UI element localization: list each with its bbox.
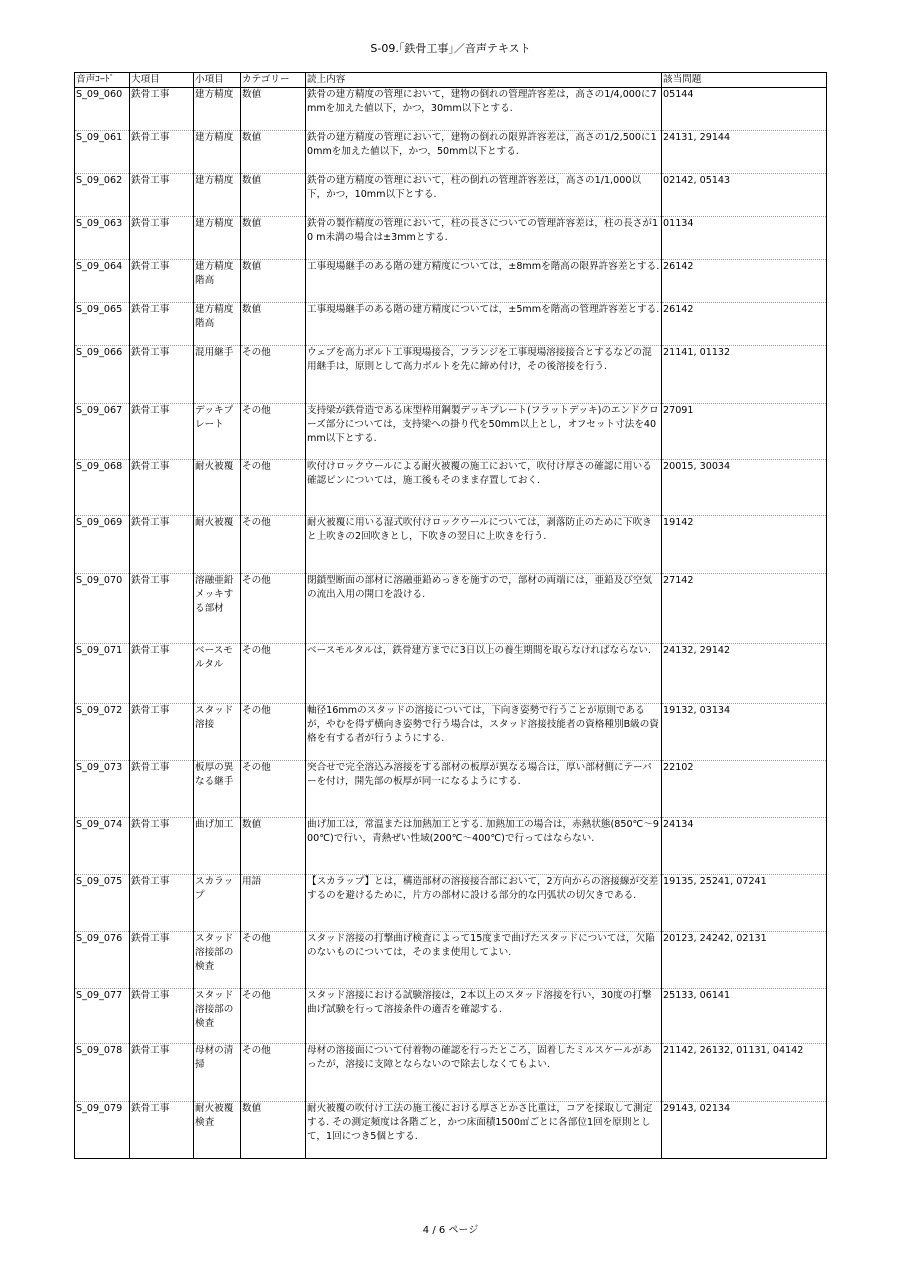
table-row	[75, 460, 827, 516]
category-cell: その他	[241, 574, 306, 644]
ref-cell: 22102	[662, 761, 827, 818]
column-header-minor: 小項目	[194, 73, 241, 88]
code-cell: S_09_060	[75, 88, 130, 131]
category-cell: 数値	[241, 174, 306, 217]
minor-cell: 耐火被覆	[194, 516, 241, 574]
text-cell: 工事現場継手のある階の建方精度については，±5mmを階高の管理許容差とする.	[306, 303, 662, 346]
minor-cell: 耐火被覆検査	[194, 1102, 241, 1159]
column-header-major: 大項目	[130, 73, 194, 88]
text-cell: 鉄骨の建方精度の管理において，建物の倒れの限界許容差は，高さの1/2,500に10mmを加えた値以下，かつ，50mm以下とする.	[306, 131, 662, 174]
major-cell: 鉄骨工事	[130, 131, 194, 174]
code-cell: S_09_077	[75, 989, 130, 1044]
table-row	[75, 260, 827, 303]
code-cell: S_09_067	[75, 404, 130, 460]
category-cell: その他	[241, 346, 306, 404]
minor-cell: 母材の清掃	[194, 1044, 241, 1102]
category-cell: その他	[241, 516, 306, 574]
category-cell: その他	[241, 704, 306, 761]
major-cell: 鉄骨工事	[130, 88, 194, 131]
table-row	[75, 1044, 827, 1102]
major-cell: 鉄骨工事	[130, 1102, 194, 1159]
ref-cell: 20123, 24242, 02131	[662, 932, 827, 989]
code-cell: S_09_074	[75, 818, 130, 875]
category-cell: 数値	[241, 303, 306, 346]
ref-cell: 24134	[662, 818, 827, 875]
major-cell: 鉄骨工事	[130, 346, 194, 404]
table-row	[75, 303, 827, 346]
ref-cell: 25133, 06141	[662, 989, 827, 1044]
minor-cell: 建方精度階高	[194, 260, 241, 303]
minor-cell: スカラップ	[194, 875, 241, 932]
text-cell: 鉄骨の建方精度の管理において，柱の倒れの管理許容差は，高さの1/1,000以下，かつ，10mm以下とする.	[306, 174, 662, 217]
column-header-code: 音声ｺｰﾄﾞ	[75, 73, 130, 88]
major-cell: 鉄骨工事	[130, 761, 194, 818]
page-title: S-09.｢鉄骨工事｣／音声テキスト	[370, 42, 531, 55]
category-cell: その他	[241, 460, 306, 516]
major-cell: 鉄骨工事	[130, 217, 194, 260]
column-header-text: 読上内容	[306, 73, 662, 88]
column-header-category: カテゴリー	[241, 73, 306, 88]
code-cell: S_09_068	[75, 460, 130, 516]
code-cell: S_09_065	[75, 303, 130, 346]
major-cell: 鉄骨工事	[130, 932, 194, 989]
code-cell: S_09_073	[75, 761, 130, 818]
category-cell: その他	[241, 989, 306, 1044]
ref-cell: 20015, 30034	[662, 460, 827, 516]
category-cell: その他	[241, 404, 306, 460]
minor-cell: 耐火被覆	[194, 460, 241, 516]
code-cell: S_09_063	[75, 217, 130, 260]
code-cell: S_09_066	[75, 346, 130, 404]
text-cell: 耐火被覆の吹付け工法の施工後における厚さとかさ比重は，コアを採取して測定する. その測定頻度は各階ごと，かつ床面積1500㎡ごとに各部位1回を原則として，1回につき5個とする.	[306, 1102, 662, 1159]
page-number: 4 / 6 ページ	[422, 1225, 479, 1236]
table-body	[75, 88, 827, 1159]
text-cell: ウェブを高力ボルト工事現場接合，フランジを工事現場溶接接合とするなどの混用継手は，原則として高力ボルトを先に締め付け，その後溶接を行う.	[306, 346, 662, 404]
major-cell: 鉄骨工事	[130, 704, 194, 761]
table-row	[75, 875, 827, 932]
text-cell: 工事現場継手のある階の建方精度については，±8mmを階高の限界許容差とする.	[306, 260, 662, 303]
code-cell: S_09_078	[75, 1044, 130, 1102]
code-cell: S_09_075	[75, 875, 130, 932]
minor-cell: 建方精度階高	[194, 303, 241, 346]
table-row	[75, 932, 827, 989]
text-cell: スタッド溶接の打撃曲げ検査によって15度まで曲げたスタッドについては，欠陥のないものについては，そのまま使用してよい.	[306, 932, 662, 989]
code-cell: S_09_076	[75, 932, 130, 989]
table-row	[75, 989, 827, 1044]
ref-cell: 01134	[662, 217, 827, 260]
code-cell: S_09_070	[75, 574, 130, 644]
minor-cell: 建方精度	[194, 174, 241, 217]
minor-cell: 建方精度	[194, 131, 241, 174]
ref-cell: 21142, 26132, 01131, 04142	[662, 1044, 827, 1102]
minor-cell: スタッド溶接	[194, 704, 241, 761]
text-cell: 耐火被覆に用いる湿式吹付けロックウールについては，剥落防止のために下吹きと上吹きの2回吹きとし，下吹きの翌日に上吹きを行う.	[306, 516, 662, 574]
text-cell: 軸径16mmのスタッドの溶接については，下向き姿勢で行うことが原則であるが，やむを得ず横向き姿勢で行う場合は，スタッド溶接技能者の資格種別B級の資格を有する者が行うようにする.	[306, 704, 662, 761]
ref-cell: 02142, 05143	[662, 174, 827, 217]
table-row	[75, 1102, 827, 1159]
table-row	[75, 574, 827, 644]
major-cell: 鉄骨工事	[130, 818, 194, 875]
minor-cell: 建方精度	[194, 88, 241, 131]
minor-cell: 建方精度	[194, 217, 241, 260]
code-cell: S_09_061	[75, 131, 130, 174]
text-cell: スタッド溶接における試験溶接は，2本以上のスタッド溶接を行い，30度の打撃曲げ試験を行って溶接条件の適否を確認する.	[306, 989, 662, 1044]
text-cell: 鉄骨の建方精度の管理において，建物の倒れの管理許容差は，高さの1/4,000に7mmを加えた値以下，かつ，30mm以下とする.	[306, 88, 662, 131]
major-cell: 鉄骨工事	[130, 303, 194, 346]
text-cell: 曲げ加工は，常温または加熱加工とする. 加熱加工の場合は，赤熱状態(850℃～900℃)で行い，青熱ぜい性域(200℃～400℃)で行ってはならない.	[306, 818, 662, 875]
category-cell: 数値	[241, 818, 306, 875]
code-cell: S_09_062	[75, 174, 130, 217]
table-row	[75, 404, 827, 460]
text-cell: 鉄骨の製作精度の管理において，柱の長さについての管理許容差は，柱の長さが10 m未満の場合は±3mmとする.	[306, 217, 662, 260]
category-cell: 数値	[241, 88, 306, 131]
minor-cell: スタッド溶接部の検査	[194, 932, 241, 989]
ref-cell: 24131, 29144	[662, 131, 827, 174]
category-cell: 数値	[241, 217, 306, 260]
table-row	[75, 818, 827, 875]
major-cell: 鉄骨工事	[130, 989, 194, 1044]
ref-cell: 27091	[662, 404, 827, 460]
major-cell: 鉄骨工事	[130, 875, 194, 932]
ref-cell: 26142	[662, 260, 827, 303]
text-cell: 突合せで完全溶込み溶接をする部材の板厚が異なる場合は，厚い部材側にテーパーを付け，開先部の板厚が同一になるようにする.	[306, 761, 662, 818]
table-row	[75, 761, 827, 818]
code-cell: S_09_071	[75, 644, 130, 704]
major-cell: 鉄骨工事	[130, 404, 194, 460]
major-cell: 鉄骨工事	[130, 460, 194, 516]
code-cell: S_09_079	[75, 1102, 130, 1159]
table-header-row	[75, 73, 827, 88]
category-cell: 数値	[241, 260, 306, 303]
minor-cell: ベースモルタル	[194, 644, 241, 704]
minor-cell: 板厚の異なる継手	[194, 761, 241, 818]
major-cell: 鉄骨工事	[130, 516, 194, 574]
category-cell: その他	[241, 1044, 306, 1102]
table-row	[75, 131, 827, 174]
ref-cell: 24132, 29142	[662, 644, 827, 704]
major-cell: 鉄骨工事	[130, 644, 194, 704]
major-cell: 鉄骨工事	[130, 260, 194, 303]
table-row	[75, 346, 827, 404]
table-row	[75, 516, 827, 574]
column-header-ref: 該当問題	[662, 73, 827, 88]
category-cell: 数値	[241, 131, 306, 174]
ref-cell: 26142	[662, 303, 827, 346]
ref-cell: 27142	[662, 574, 827, 644]
category-cell: 用語	[241, 875, 306, 932]
ref-cell: 19135, 25241, 07241	[662, 875, 827, 932]
table-row	[75, 217, 827, 260]
text-cell: 母材の溶接面について付着物の確認を行ったところ，固着したミルスケールがあったが，溶接に支障とならないので除去しなくてもよい.	[306, 1044, 662, 1102]
minor-cell: スタッド溶接部の検査	[194, 989, 241, 1044]
table-row	[75, 704, 827, 761]
text-cell: 吹付けロックウールによる耐火被覆の施工において，吹付け厚さの確認に用いる確認ピンについては，施工後もそのまま存置しておく.	[306, 460, 662, 516]
text-table	[74, 72, 827, 1159]
minor-cell: 混用継手	[194, 346, 241, 404]
text-cell: 支持梁が鉄骨造である床型枠用鋼製デッキプレート(フラットデッキ)のエンドクローズ部分については，支持梁への掛り代を50mm以上とし，オフセット寸法を40mm以下とする.	[306, 404, 662, 460]
text-cell: ベースモルタルは，鉄骨建方までに3日以上の養生期間を取らなければならない.	[306, 644, 662, 704]
category-cell: 数値	[241, 1102, 306, 1159]
code-cell: S_09_064	[75, 260, 130, 303]
ref-cell: 29143, 02134	[662, 1102, 827, 1159]
ref-cell: 21141, 01132	[662, 346, 827, 404]
code-cell: S_09_072	[75, 704, 130, 761]
category-cell: その他	[241, 644, 306, 704]
minor-cell: 曲げ加工	[194, 818, 241, 875]
major-cell: 鉄骨工事	[130, 174, 194, 217]
text-cell: 閉鎖型断面の部材に溶融亜鉛めっきを施すので，部材の両端には，亜鉛及び空気の流出入用の開口を設ける.	[306, 574, 662, 644]
text-cell: 【スカラップ】とは，構造部材の溶接接合部において，2方向からの溶接線が交差するのを避けるために，片方の部材に設ける部分的な円弧状の切欠きである.	[306, 875, 662, 932]
table-row	[75, 644, 827, 704]
code-cell: S_09_069	[75, 516, 130, 574]
ref-cell: 19132, 03134	[662, 704, 827, 761]
table-row	[75, 88, 827, 131]
minor-cell: デッキプレート	[194, 404, 241, 460]
minor-cell: 溶融亜鉛メッキする部材	[194, 574, 241, 644]
major-cell: 鉄骨工事	[130, 574, 194, 644]
ref-cell: 19142	[662, 516, 827, 574]
table-row	[75, 174, 827, 217]
category-cell: その他	[241, 761, 306, 818]
ref-cell: 05144	[662, 88, 827, 131]
category-cell: その他	[241, 932, 306, 989]
major-cell: 鉄骨工事	[130, 1044, 194, 1102]
